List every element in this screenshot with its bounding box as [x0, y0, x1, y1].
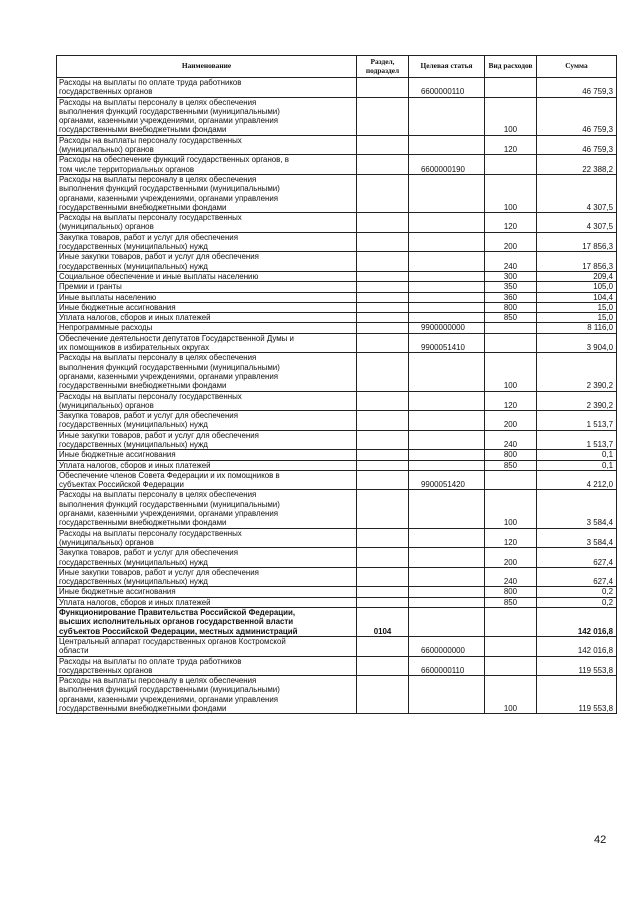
cell-section: [357, 587, 409, 597]
table-row: [57, 676, 617, 714]
cell-name-line: Иные закупки товаров, работ и услуг для обеспечения: [59, 567, 259, 577]
cell-section: [357, 252, 409, 272]
cell-target: [409, 353, 485, 391]
cell-name: [57, 135, 357, 155]
cell-target: [409, 411, 485, 431]
cell-name-line: Иные бюджетные ассигнования: [59, 450, 176, 460]
table-row: [57, 450, 617, 460]
cell-sum: 46 759,3: [537, 78, 617, 98]
cell-section: [357, 97, 409, 135]
table-row: [57, 292, 617, 302]
cell-sum: 3 584,4: [537, 528, 617, 548]
cell-target: [409, 282, 485, 292]
cell-target: [409, 676, 485, 714]
table-row: [57, 470, 617, 490]
cell-sum: 15,0: [537, 302, 617, 312]
cell-sum: 2 390,2: [537, 353, 617, 391]
table-row: [57, 460, 617, 470]
cell-name-line: органами, казенными учреждениями, органами управления: [59, 371, 279, 381]
cell-name-line: Обеспечение деятельности депутатов Государственной Думы и: [59, 333, 294, 343]
cell-name-line: Расходы на выплаты персоналу в целях обеспечения: [59, 97, 257, 107]
cell-target: [409, 174, 485, 212]
cell-sum: 627,4: [537, 548, 617, 568]
cell-kind: 120: [485, 135, 537, 155]
table-row: [57, 548, 617, 568]
cell-section: [357, 333, 409, 353]
cell-name: [57, 292, 357, 302]
cell-name-line: Закупка товаров, работ и услуг для обеспечения: [59, 411, 238, 421]
table-row: [57, 232, 617, 252]
table-row: [57, 333, 617, 353]
cell-name-line: (муниципальных) органов: [59, 537, 154, 547]
cell-section: [357, 391, 409, 411]
cell-name: [57, 608, 357, 637]
table-row: [57, 97, 617, 135]
cell-sum: 17 856,3: [537, 232, 617, 252]
cell-name: [57, 323, 357, 333]
cell-kind: 240: [485, 430, 537, 450]
cell-name-line: государственных (муниципальных) нужд: [59, 439, 208, 449]
cell-name: [57, 78, 357, 98]
cell-target: 9900000000: [409, 323, 485, 333]
cell-name-line: Расходы на выплаты персоналу государственных: [59, 135, 242, 145]
cell-name: [57, 391, 357, 411]
cell-target: 6600000000: [409, 636, 485, 656]
cell-kind: 100: [485, 676, 537, 714]
table-row: [57, 567, 617, 587]
cell-section: [357, 470, 409, 490]
cell-name-line: Уплата налогов, сборов и иных платежей: [59, 597, 211, 607]
cell-section: [357, 528, 409, 548]
cell-name-line: Расходы на выплаты персоналу в целях обеспечения: [59, 353, 257, 363]
cell-name-line: государственными внебюджетными фондами: [59, 202, 227, 212]
cell-name: [57, 470, 357, 490]
cell-section: [357, 174, 409, 212]
cell-name: [57, 490, 357, 528]
cell-name-line: государственных органов: [59, 665, 153, 675]
cell-name: [57, 587, 357, 597]
cell-target: [409, 292, 485, 302]
cell-name-line: Закупка товаров, работ и услуг для обеспечения: [59, 232, 238, 242]
cell-name-line: Расходы на выплаты персоналу в целях обеспечения: [59, 676, 257, 686]
cell-name: [57, 271, 357, 281]
cell-target: [409, 97, 485, 135]
cell-section: [357, 135, 409, 155]
cell-sum: 142 016,8: [537, 636, 617, 656]
cell-section: [357, 567, 409, 587]
cell-name: [57, 450, 357, 460]
cell-kind: 100: [485, 353, 537, 391]
cell-name-line: органами, казенными учреждениями, органами управления: [59, 694, 279, 704]
cell-kind: 800: [485, 302, 537, 312]
cell-target: [409, 460, 485, 470]
cell-sum: 2 390,2: [537, 391, 617, 411]
cell-kind: [485, 636, 537, 656]
table-row: [57, 411, 617, 431]
cell-name-line: Уплата налогов, сборов и иных платежей: [59, 460, 211, 470]
cell-name: [57, 174, 357, 212]
cell-kind: [485, 155, 537, 175]
cell-name: [57, 676, 357, 714]
cell-sum: 4 307,5: [537, 213, 617, 233]
cell-target: [409, 232, 485, 252]
cell-name: [57, 460, 357, 470]
cell-target: [409, 391, 485, 411]
cell-sum: 209,4: [537, 271, 617, 281]
table-row: [57, 597, 617, 607]
cell-kind: 300: [485, 271, 537, 281]
cell-name: [57, 636, 357, 656]
cell-name-line: Расходы на выплаты персоналу государственных: [59, 528, 242, 538]
cell-target: [409, 430, 485, 450]
cell-target: 9900051420: [409, 470, 485, 490]
cell-section: [357, 597, 409, 607]
cell-name: [57, 313, 357, 323]
cell-sum: 0,1: [537, 450, 617, 460]
cell-name-line: Иные закупки товаров, работ и услуг для обеспечения: [59, 430, 259, 440]
table-row: [57, 391, 617, 411]
cell-target: [409, 252, 485, 272]
cell-sum: 3 584,4: [537, 490, 617, 528]
cell-target: 6600000190: [409, 155, 485, 175]
cell-section: [357, 313, 409, 323]
cell-name: [57, 353, 357, 391]
cell-name-line: Расходы на выплаты персоналу государственных: [59, 391, 242, 401]
table-row: [57, 353, 617, 391]
cell-name-line: Расходы на выплаты по оплате труда работников: [59, 656, 242, 666]
cell-name-line: том числе территориальных органов: [59, 164, 195, 174]
cell-name-line: области: [59, 646, 89, 656]
cell-name-line: выполнения функций государственными (муниципальными): [59, 499, 280, 509]
cell-section: [357, 490, 409, 528]
cell-section: [357, 460, 409, 470]
cell-target: [409, 313, 485, 323]
cell-kind: 240: [485, 567, 537, 587]
cell-target: [409, 490, 485, 528]
table-row: [57, 282, 617, 292]
cell-name-line: Иные бюджетные ассигнования: [59, 302, 176, 312]
cell-target: [409, 528, 485, 548]
cell-section: [357, 411, 409, 431]
cell-name-line: Функционирование Правительства Российской Федерации,: [59, 608, 296, 618]
cell-sum: 1 513,7: [537, 411, 617, 431]
cell-sum: 17 856,3: [537, 252, 617, 272]
cell-section: [357, 656, 409, 676]
cell-name-line: Социальное обеспечение и иные выплаты населению: [59, 271, 259, 281]
table-row: [57, 656, 617, 676]
cell-name-line: государственных (муниципальных) нужд: [59, 242, 208, 252]
table-row: [57, 587, 617, 597]
cell-name-line: государственными внебюджетными фондами: [59, 704, 227, 713]
cell-kind: [485, 470, 537, 490]
cell-sum: 4 212,0: [537, 470, 617, 490]
cell-section: [357, 232, 409, 252]
table-row: [57, 155, 617, 175]
cell-name-line: органами, казенными учреждениями, органами управления: [59, 116, 279, 126]
table-row: [57, 213, 617, 233]
cell-name-line: выполнения функций государственными (муниципальными): [59, 184, 280, 194]
cell-name-line: Расходы на выплаты персоналу в целях обеспечения: [59, 174, 257, 184]
cell-name: [57, 282, 357, 292]
cell-target: [409, 213, 485, 233]
cell-section: [357, 676, 409, 714]
cell-sum: 0,2: [537, 587, 617, 597]
cell-kind: 120: [485, 528, 537, 548]
cell-sum: 15,0: [537, 313, 617, 323]
cell-kind: [485, 333, 537, 353]
cell-sum: 104,4: [537, 292, 617, 302]
table-row: [57, 430, 617, 450]
cell-name: [57, 213, 357, 233]
cell-target: [409, 548, 485, 568]
cell-name-line: Расходы на обеспечение функций государственных органов, в: [59, 155, 289, 165]
cell-section: [357, 78, 409, 98]
cell-section: [357, 213, 409, 233]
cell-kind: 850: [485, 597, 537, 607]
cell-sum: 3 904,0: [537, 333, 617, 353]
cell-kind: 120: [485, 213, 537, 233]
cell-sum: 142 016,8: [537, 608, 617, 637]
cell-name-line: органами, казенными учреждениями, органами управления: [59, 193, 279, 203]
header-name: Наименование: [57, 56, 357, 78]
cell-target: [409, 567, 485, 587]
cell-name-line: Иные бюджетные ассигнования: [59, 587, 176, 597]
cell-target: [409, 135, 485, 155]
cell-name-line: государственными внебюджетными фондами: [59, 518, 227, 528]
cell-kind: [485, 78, 537, 98]
table-row: [57, 174, 617, 212]
cell-sum: 0,2: [537, 597, 617, 607]
cell-name-line: Расходы на выплаты персоналу в целях обеспечения: [59, 490, 257, 500]
cell-kind: 100: [485, 490, 537, 528]
cell-name-line: Премии и гранты: [59, 282, 122, 292]
cell-sum: 1 513,7: [537, 430, 617, 450]
cell-target: 6600000110: [409, 78, 485, 98]
cell-target: 6600000110: [409, 656, 485, 676]
header-section: Раздел, подраздел: [357, 56, 409, 78]
cell-sum: 119 553,8: [537, 656, 617, 676]
cell-name-line: органами, казенными учреждениями, органами управления: [59, 509, 279, 519]
cell-name-line: выполнения функций государственными (муниципальными): [59, 685, 280, 695]
budget-table: [56, 55, 617, 714]
cell-target: [409, 587, 485, 597]
table-row: [57, 636, 617, 656]
cell-kind: [485, 323, 537, 333]
cell-name-line: (муниципальных) органов: [59, 145, 154, 155]
table-row: [57, 313, 617, 323]
cell-name-line: Центральный аппарат государственных органов Костромской: [59, 636, 286, 646]
table-row: [57, 271, 617, 281]
cell-name: [57, 567, 357, 587]
table-row: [57, 78, 617, 98]
cell-name-line: выполнения функций государственными (муниципальными): [59, 362, 280, 372]
table-row: [57, 608, 617, 637]
cell-name-line: Непрограммные расходы: [59, 323, 153, 333]
cell-kind: 350: [485, 282, 537, 292]
cell-name-line: Обеспечение членов Совета Федерации и их помощников в: [59, 470, 280, 480]
cell-sum: 22 388,2: [537, 155, 617, 175]
table-body: [57, 78, 617, 714]
cell-name-line: государственными внебюджетными фондами: [59, 381, 227, 391]
cell-sum: 627,4: [537, 567, 617, 587]
table-row: [57, 252, 617, 272]
cell-sum: 4 307,5: [537, 174, 617, 212]
cell-sum: 46 759,3: [537, 97, 617, 135]
cell-name-line: государственных (муниципальных) нужд: [59, 261, 208, 271]
cell-section: [357, 155, 409, 175]
table-header: [57, 56, 617, 78]
cell-name-line: государственных (муниципальных) нужд: [59, 577, 208, 587]
cell-target: [409, 271, 485, 281]
cell-name-line: государственных органов: [59, 87, 153, 97]
cell-name-line: субъектов Российской Федерации, местных администраций: [59, 626, 298, 636]
cell-name-line: государственными внебюджетными фондами: [59, 125, 227, 135]
cell-section: [357, 302, 409, 312]
cell-name: [57, 232, 357, 252]
table-row: [57, 135, 617, 155]
cell-kind: 240: [485, 252, 537, 272]
cell-section: [357, 282, 409, 292]
cell-kind: 200: [485, 232, 537, 252]
cell-section: [357, 271, 409, 281]
cell-name: [57, 252, 357, 272]
cell-kind: 120: [485, 391, 537, 411]
cell-name-line: субъектах Российской Федерации: [59, 480, 184, 490]
cell-kind: 100: [485, 174, 537, 212]
header-kind: Вид расходов: [485, 56, 537, 78]
cell-name: [57, 430, 357, 450]
cell-kind: 200: [485, 411, 537, 431]
header-target: Целевая статья: [409, 56, 485, 78]
cell-name-line: их помощников в избирательных округах: [59, 343, 210, 353]
cell-target: [409, 608, 485, 637]
cell-kind: 850: [485, 313, 537, 323]
cell-name: [57, 302, 357, 312]
cell-name-line: Иные закупки товаров, работ и услуг для обеспечения: [59, 252, 259, 262]
cell-section: 0104: [357, 608, 409, 637]
cell-name: [57, 97, 357, 135]
cell-target: [409, 450, 485, 460]
cell-name-line: Закупка товаров, работ и услуг для обеспечения: [59, 548, 238, 558]
table-row: [57, 528, 617, 548]
cell-kind: 200: [485, 548, 537, 568]
cell-name-line: Иные выплаты населению: [59, 292, 157, 302]
cell-name-line: (муниципальных) органов: [59, 222, 154, 232]
cell-section: [357, 292, 409, 302]
cell-sum: 0,1: [537, 460, 617, 470]
page-number: 42: [594, 834, 607, 846]
cell-sum: 119 553,8: [537, 676, 617, 714]
cell-kind: [485, 656, 537, 676]
cell-kind: 800: [485, 587, 537, 597]
cell-sum: 8 116,0: [537, 323, 617, 333]
table-row: [57, 323, 617, 333]
cell-name: [57, 528, 357, 548]
cell-name-line: выполнения функций государственными (муниципальными): [59, 106, 280, 116]
cell-kind: [485, 608, 537, 637]
cell-kind: 800: [485, 450, 537, 460]
cell-sum: 105,0: [537, 282, 617, 292]
cell-target: [409, 302, 485, 312]
cell-section: [357, 548, 409, 568]
header-sum: Сумма: [537, 56, 617, 78]
cell-name: [57, 548, 357, 568]
cell-name: [57, 656, 357, 676]
header-row: [57, 56, 617, 78]
cell-kind: 360: [485, 292, 537, 302]
cell-name-line: высших исполнительных органов государственной власти: [59, 617, 294, 627]
cell-target: 9900051410: [409, 333, 485, 353]
cell-section: [357, 636, 409, 656]
cell-section: [357, 353, 409, 391]
cell-section: [357, 323, 409, 333]
cell-section: [357, 430, 409, 450]
cell-name: [57, 333, 357, 353]
cell-name-line: государственных (муниципальных) нужд: [59, 420, 208, 430]
cell-kind: 850: [485, 460, 537, 470]
cell-name: [57, 411, 357, 431]
cell-name: [57, 597, 357, 607]
cell-sum: 46 759,3: [537, 135, 617, 155]
cell-name-line: Уплата налогов, сборов и иных платежей: [59, 313, 211, 323]
cell-name-line: государственных (муниципальных) нужд: [59, 557, 208, 567]
table-row: [57, 490, 617, 528]
cell-name-line: Расходы на выплаты персоналу государственных: [59, 213, 242, 223]
cell-name: [57, 155, 357, 175]
cell-kind: 100: [485, 97, 537, 135]
cell-section: [357, 450, 409, 460]
table-row: [57, 302, 617, 312]
cell-name-line: (муниципальных) органов: [59, 400, 154, 410]
cell-target: [409, 597, 485, 607]
cell-name-line: Расходы на выплаты по оплате труда работников: [59, 78, 242, 87]
